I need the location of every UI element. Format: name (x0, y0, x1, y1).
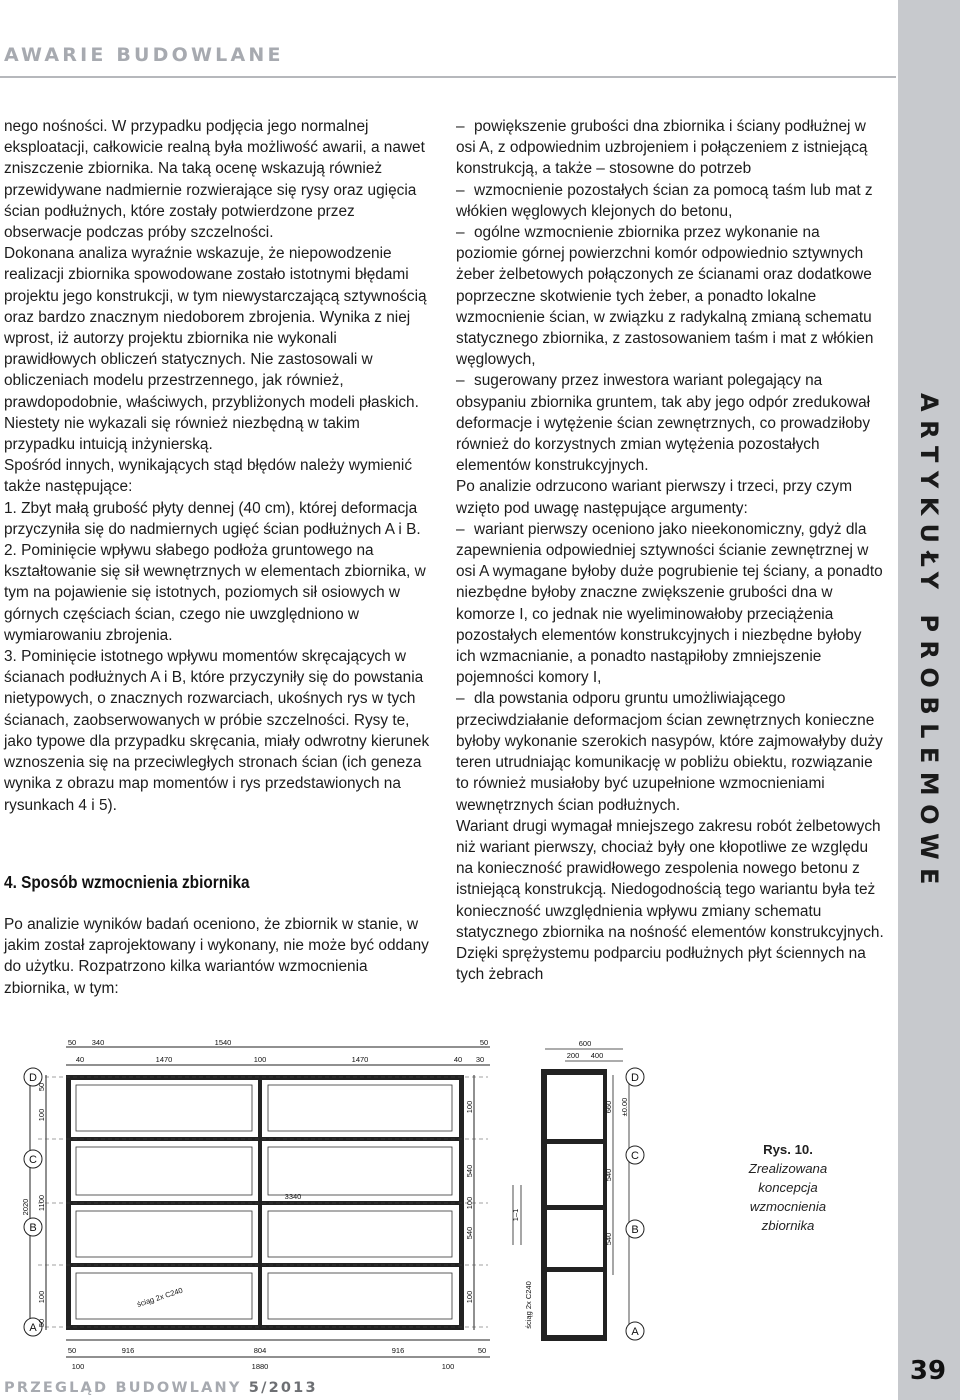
list-item (456, 222, 884, 370)
section-drawing (505, 1035, 650, 1373)
plan-dim-label: 50 (37, 1082, 46, 1092)
text: sugerowany przez inwestora wariant polegający na obsypaniu zbiornika gruntem, tak aby jego odpór zredukował deformacje i wytężenie ścian zewnętrznych, co prowadziłoby również do korzystnych zmian wytężenia pozostałych elementów konstrukcyjnych. (456, 372, 871, 475)
plan-dim-label: 40 (75, 1055, 85, 1064)
footer-journal (4, 1380, 318, 1396)
plan-dim-label: 340 (91, 1038, 105, 1047)
text: ogólne wzmocnienie zbiornika przez wykonanie na poziomie górnej powierzchni komór odpowiednio sztywnych żeber żelbetowych połączonych ze ścianami oraz dodatkowe poprzeczne skotwienie tych żeber, a ponadto lokalne wzmocnienie ścian, w związku z radykalną zmianą schematu statycznego zbiornika, z zastosowaniem taśm i mat z włókien węglowych, (456, 224, 874, 369)
plan-dim-label: 804 (253, 1346, 267, 1355)
dash-bullet: – (456, 118, 465, 135)
section-tie-label: ściąg 2x C240 (524, 1281, 533, 1329)
plan-axis-b: B (29, 1222, 37, 1234)
list-item (456, 370, 884, 476)
plan-dim-label: 100 (37, 1290, 46, 1304)
paragraph: Dokonana analiza wyraźnie wskazuje, że niepowodzenie realizacji zbiornika spowodowane zostało istotnymi błędami projektu jego konstrukcji, w tym niewystarczającą sztywnością oraz bardzo znacznym niedoborem zbrojenia. Wynika z niej wprost, iż autorzy projektu zbiornika nie wykonali prawidłowych obliczeń statycznych. Nie zastosowali w obliczeniach modelu przestrzennego, jak również, prawdopodobnie, właściwych, przybliżonych modeli płaskich. Niestety nie wykazali się również niezbędną w takim przypadku intuicją inżynierską. (4, 245, 427, 454)
section-dim-label: 660 (604, 1100, 613, 1114)
text: Wariant drugi wymagał mniejszego zakresu robót żelbetowych niż wariant pierwszy, chociaż były one kłopotliwe ze względu na konieczność prawidłowego zespolenia nowego betonu z istniejącą konstrukcją. Niedogodnością tego wariantu była też konieczność uwzględnienia wpływu zmiany schematu statycznego zbiornika na nośność elementów konstrukcyjnych. Dzięki sprężystemu podparciu podłużnych płyt ściennych na tych żebrach (456, 817, 884, 984)
plan-dim-label: 50 (37, 1318, 46, 1328)
plan-dim-label: 540 (465, 1226, 474, 1240)
plan-dim-label: 1470 (155, 1055, 173, 1064)
plan-dim-label: 50 (477, 1346, 487, 1355)
paragraph (456, 476, 884, 518)
section-heading: 4. Sposób wzmocnienia zbiornika (4, 872, 250, 892)
list-item (456, 116, 884, 180)
section-axis-c: C (631, 1150, 639, 1162)
text: wzmocnienie pozostałych ścian za pomocą taśm lub mat z włókien węglowych klejonych do betonu, (456, 181, 873, 220)
section-dim-label: 600 (578, 1039, 592, 1048)
page-number: 39 (909, 1356, 947, 1386)
right-column (456, 116, 884, 985)
text: dla powstania odporu gruntu umożliwiającego przeciwdziałanie deformacjom ścian zewnętrznych konieczne byłoby wykonanie szerokich nasypów, które zajmowałyby duży teren utrudniając komunikację w pobliżu obiektu, rozwiązanie to również musiałoby być uzupełnione wzmocnieniami wewnętrznych ścian podłużnych. (456, 690, 883, 814)
plan-drawing (18, 1035, 500, 1373)
section-axis-b: B (631, 1224, 639, 1236)
list-item (456, 180, 884, 222)
figure-caption (728, 1140, 848, 1235)
header-divider (0, 76, 896, 78)
plan-dim-label: 540 (465, 1164, 474, 1178)
list-item: 1. Zbyt małą grubość płyty dennej (40 cm), której deformacja przyczyniła się do nadmiernych ugięć ścian podłużnych A i B. (4, 499, 421, 538)
text: wariant pierwszy oceniono jako nieekonomiczny, gdyż dla zapewnienia odpowiedniej sztywności ścianie zewnętrznej w osi A wymagane byłoby duże pogrubienie tej ściany, a ponadto niezbędne byłoby znaczne zwiększenie grubości dna w komorze I, co jednak nie wyeliminowałoby przeciążenia pozostałych elementów konstrukcyjnych i niezbędne byłoby ich wzmacnianie, a ponadto nastąpiłoby zmniejszenie pojemności komory I, (456, 520, 883, 687)
section-dim-label: ±0.00 (620, 1097, 629, 1117)
plan-dim-label: 100 (465, 1196, 474, 1210)
dash-bullet: – (456, 181, 465, 199)
paragraph: Spośród innych, wynikających stąd błędów należy wymienić także następujące: (4, 457, 413, 496)
dash-bullet: – (456, 690, 465, 708)
section-dim-label: 400 (590, 1051, 604, 1060)
plan-dim-label: 100 (71, 1362, 85, 1371)
plan-dim-label: 100 (441, 1362, 455, 1371)
plan-dim-label: 1540 (214, 1038, 232, 1047)
text: powiększenie grubości dna zbiornika i ściany podłużnej w osi A, z odpowiednim uzbrojeniem i połączeniem z istniejącą konstrukcją, a także – stosowne do potrzeb (456, 118, 868, 178)
paragraph: nego nośności. W przypadku podjęcia jego normalnej eksploatacji, całkowicie realną była możliwość awarii, a nawet zniszczenie zbiornika. Na taką ocenę wskazują również przewidywane nadmiernie rozwierające się rysy oraz ugięcia ścian podłużnych, które zostały potwierdzone przez obserwacje podczas próby szczelności. (4, 118, 425, 242)
left-column (4, 116, 432, 816)
plan-axis-d: D (29, 1072, 37, 1084)
footer-journal-name: PRZEGLĄD BUDOWLANY (4, 1380, 242, 1396)
paragraph: Po analizie wyników badań oceniono, że zbiornik w stanie, w jakim został zaprojektowany i wykonany, nie może być oddany do użytku. Rozpatrzono kilka wariantów wzmocnienia zbiornika, w tym: (4, 916, 429, 997)
paragraph (456, 816, 884, 986)
plan-dim-label: 2020 (21, 1198, 30, 1216)
plan-dim-label: 916 (121, 1346, 135, 1355)
plan-dim-label: 1880 (251, 1362, 269, 1371)
dash-bullet: – (456, 520, 465, 538)
plan-dim-label: 50 (67, 1346, 77, 1355)
plan-dim-label: 100 (37, 1108, 46, 1122)
list-item (456, 519, 884, 689)
plan-axis-a: A (29, 1322, 37, 1334)
plan-center-dim: 3340 (284, 1192, 302, 1201)
text: Po analizie odrzucono wariant pierwszy i trzeci, przy czym wzięto pod uwagę następujące argumenty: (456, 478, 853, 517)
section-dim-label: 540 (604, 1168, 613, 1182)
running-header-title: AWARIE BUDOWLANE (4, 44, 284, 66)
figure-caption-label: Rys. 10. (763, 1142, 813, 1157)
list-item: 2. Pominięcie wpływu słabego podłoża gruntowego na kształtowanie się sił wewnętrznych w elementach zbiornika, w tym na pojawienie się istotnych, poziomych sił osiowych w górnych częściach ścian, czego nie uwzględniono w wymiarowaniu zbrojenia. (4, 542, 426, 644)
plan-dim-label: 40 (453, 1055, 463, 1064)
plan-dim-label: 100 (465, 1100, 474, 1114)
side-band-label: ARTYKUŁY PROBLEMOWE (915, 393, 943, 893)
list-item (456, 688, 884, 815)
plan-dim-label: 100 (253, 1055, 267, 1064)
section-axis-d: D (631, 1072, 639, 1084)
section-dim-label: 200 (566, 1051, 580, 1060)
section-mark: 1–1 (511, 1208, 520, 1222)
plan-dim-label: 30 (475, 1055, 485, 1064)
plan-dim-label: 50 (479, 1038, 489, 1047)
plan-dim-label: 1100 (37, 1194, 46, 1212)
section-body (4, 914, 432, 999)
list-item: 3. Pominięcie istotnego wpływu momentów skręcających w ścianach podłużnych A i B, które przyczyniły się do powstania nietypowych, o znacznych rozwarciach, ukośnych rys w tych ścianach, zaobserwowanych w próbie szczelności. Rysy te, jako typowe dla przypadku skręcania, miały odwrotny kierunek wznoszenia się na przeciwległych stronach ścian (ich geneza wynika z obrazu map momentów i rys przedstawionych na rysunkach 4 i 5). (4, 648, 430, 814)
section-dim-label: 540 (604, 1232, 613, 1246)
plan-dim-label: 100 (465, 1290, 474, 1304)
section-axis-a: A (631, 1326, 639, 1338)
dash-bullet: – (456, 224, 465, 242)
footer-issue: 5/2013 (248, 1380, 318, 1396)
plan-dim-label: 1470 (351, 1055, 369, 1064)
plan-dim-label: 50 (67, 1038, 77, 1047)
figure-caption-text: Zrealizowana koncepcja wzmocnienia zbiornika (748, 1161, 828, 1233)
plan-tie-label: ściąg 2x C240 (135, 1285, 184, 1309)
plan-dim-label: 916 (391, 1346, 405, 1355)
dash-bullet: – (456, 372, 465, 390)
plan-axis-c: C (29, 1154, 37, 1166)
